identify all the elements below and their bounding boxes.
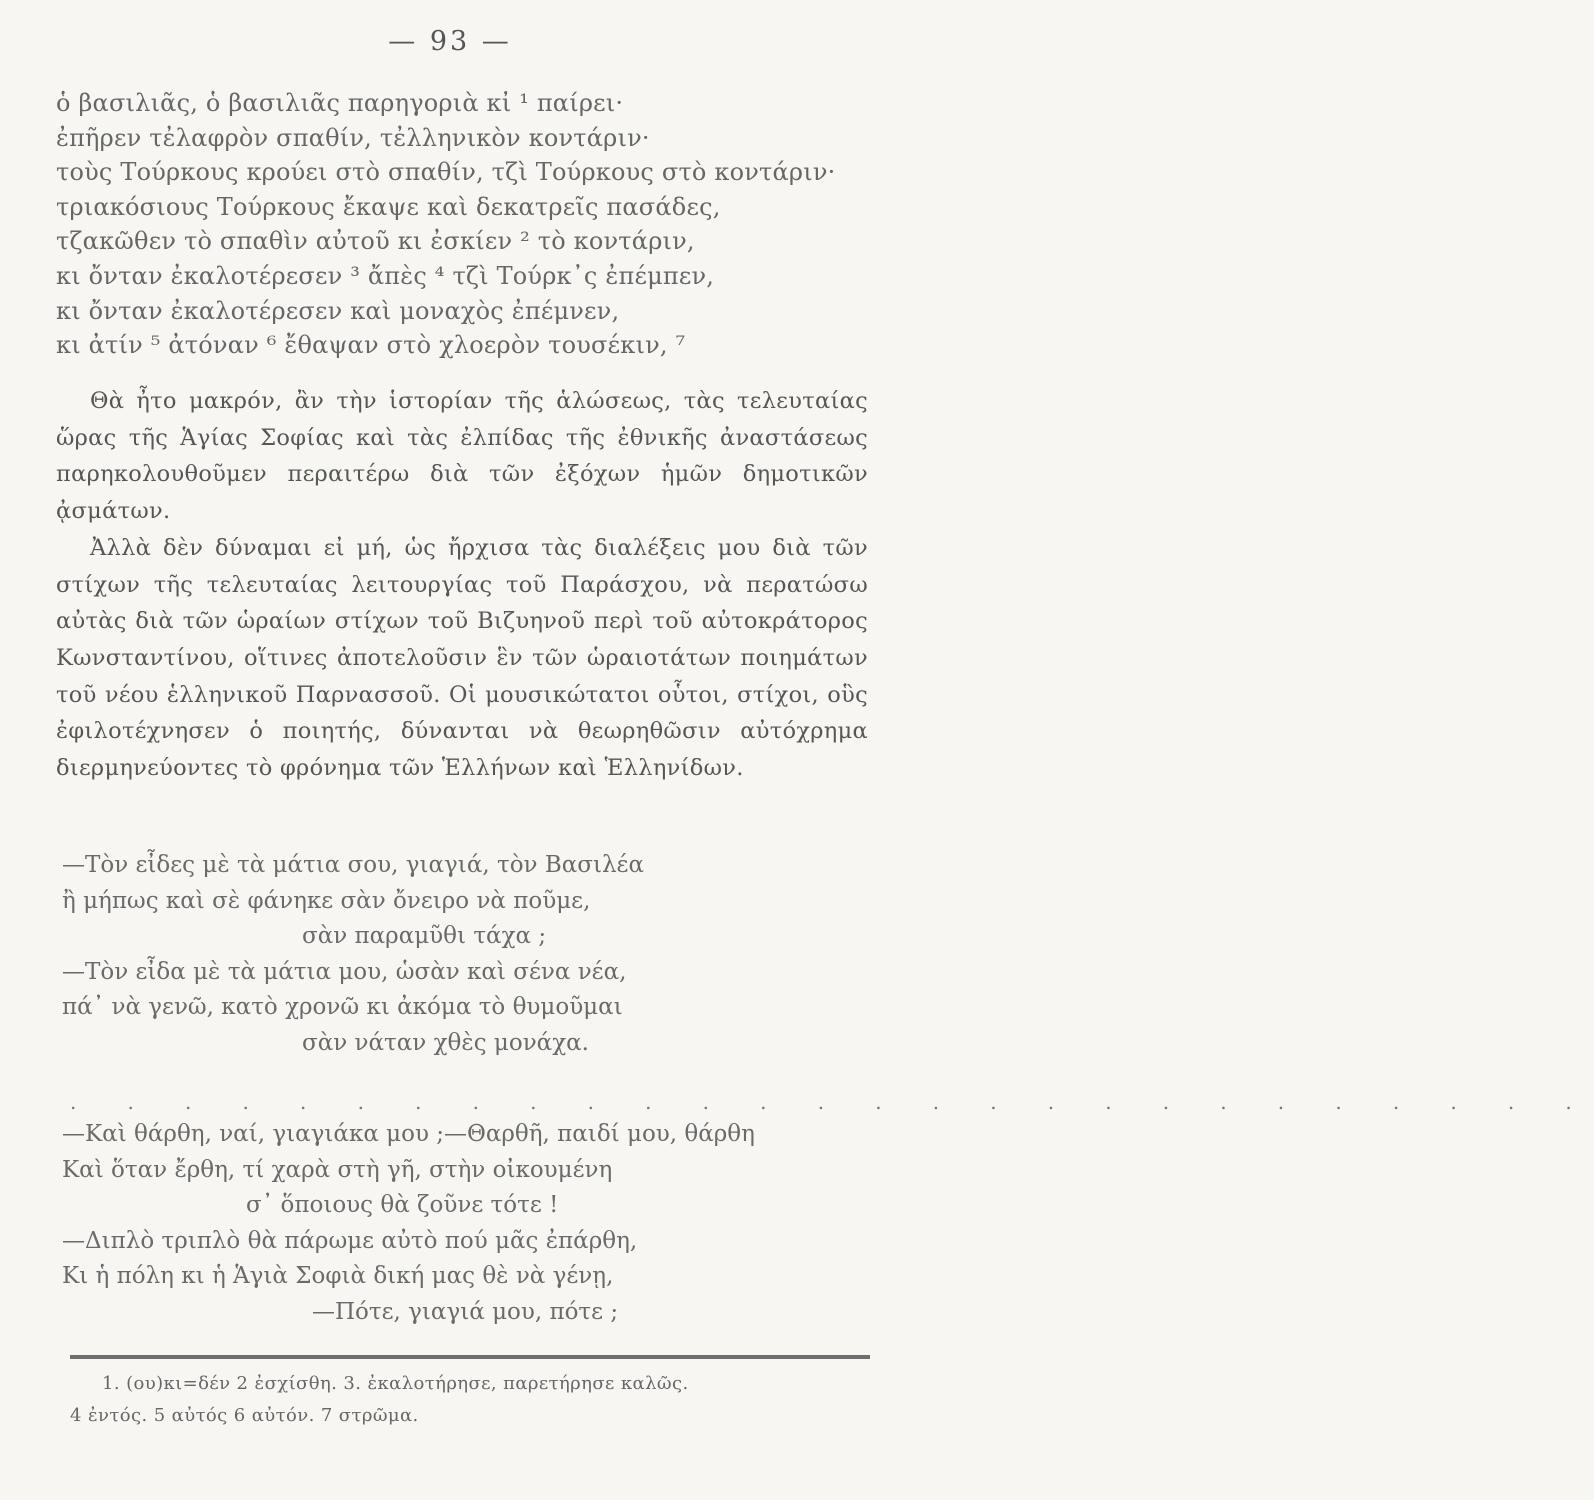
poem-line: —Διπλὸ τριπλὸ θὰ πάρωμε αὐτὸ πού μᾶς ἐπάρθη, bbox=[62, 1227, 638, 1254]
footnote-line: 4 ἐντός. 5 αὐτός 6 αὐτόν. 7 στρῶμα. bbox=[70, 1405, 419, 1426]
prose-section bbox=[56, 383, 868, 787]
poem-line: πά᾽ νὰ γενῶ, κατὸ χρονῶ κι ἀκόμα τὸ θυμοῦμαι bbox=[62, 994, 623, 1020]
footnote-line: 1. (ου)κι=δέν 2 ἐσχίσθη. 3. ἐκαλοτήρησε, παρετήρησε καλῶς. bbox=[102, 1373, 689, 1394]
verse-line: κι ἀτίν ⁵ ἀτόναν ⁶ ἔθαψαν στὸ χλοερὸν τουσέκιν, ⁷ bbox=[56, 331, 686, 360]
poem-line: σ᾽ ὅποιους θὰ ζοῦνε τότε ! bbox=[246, 1192, 559, 1218]
verse-line: κι ὄνταν ἐκαλοτέρεσεν καὶ μοναχὸς ἐπέμνεν, bbox=[56, 296, 620, 325]
verse-line: ἐπῆρεν τἐλαφρὸν σπαθίν, τἐλληνικὸν κοντάριν· bbox=[56, 123, 650, 152]
verse-line: τριακόσιους Τούρκους ἔκαψε καὶ δεκατρεῖς πασάδες, bbox=[56, 192, 721, 221]
paragraph-vizyinos: Ἀλλὰ δὲν δύναμαι εἰ μή, ὡς ἤρχισα τὰς διαλέξεις μου διὰ τῶν στίχων τῆς τελευταίας λειτουργίας τοῦ Παράσχου, νὰ περατώσω αὐτὰς διὰ τῶν ὡραίων στίχων τοῦ Βιζυηνοῦ περὶ τοῦ αὐτοκράτορος Κωνσταντίνου, οἵτινες ἀποτελοῦσιν ἓν τῶν ὡραιοτάτων ποιημάτων τοῦ νέου ἑλληνικοῦ Παρνασσοῦ. Οἱ μουσικώτατοι οὗτοι, στίχοι, οὓς ἐφιλοτέχνησεν ὁ ποιητής, δύνανται νὰ θεωρηθῶσιν αὐτόχρημα διερμηνεύοντες τὸ φρόνημα τῶν Ἑλλήνων καὶ Ἑλληνίδων. bbox=[56, 534, 868, 782]
verse-line: κι ὄνταν ἐκαλοτέρεσεν ³ ἄπὲς ⁴ τζὶ Τούρκ᾽ς ἐπέμπεν, bbox=[56, 261, 715, 290]
folk-song-stanza bbox=[56, 86, 936, 363]
footnote-divider bbox=[70, 1355, 870, 1359]
ellipsis-dots: . . . . . . . . . . . . . . . . . . . . . . . . . . . bbox=[70, 1090, 1594, 1114]
poem-line: ἢ μήπως καὶ σὲ φάνηκε σὰν ὄνειρο νὰ ποῦμε, bbox=[62, 887, 591, 914]
poem-line: Κι ἡ πόλη κι ἡ Ἁγιὰ Σοφιὰ δική μας θὲ νὰ γένῃ, bbox=[62, 1263, 614, 1289]
verse-line: τοὺς Τούρκους κρούει στὸ σπαθίν, τζὶ Τούρκους στὸ κοντάριν· bbox=[56, 158, 836, 187]
page-number: — 93 — bbox=[388, 26, 512, 57]
poem-line: —Καὶ θάρθη, ναί, γιαγιάκα μου ;—Θαρθῆ, παιδί μου, θάρθη bbox=[62, 1121, 755, 1147]
poem-line: —Τὸν εἶδα μὲ τὰ μάτια μου, ὡσὰν καὶ σένα νέα, bbox=[62, 958, 627, 985]
poem-stanza-first bbox=[62, 848, 882, 1061]
poem-stanza-second bbox=[62, 1117, 882, 1330]
verse-line: τζακῶθεν τὸ σπαθὶν αὐτοῦ κι ἐσκίεν ² τὸ κοντάριν, bbox=[56, 227, 695, 256]
footnotes bbox=[70, 1368, 882, 1432]
poem-line: σὰν παραμῦθι τάχα ; bbox=[302, 923, 547, 949]
poem-line: —Πότε, γιαγιά μου, πότε ; bbox=[312, 1298, 619, 1325]
poem-line: —Τὸν εἶδες μὲ τὰ μάτια σου, γιαγιά, τὸν Βασιλέα bbox=[62, 852, 645, 878]
paragraph-history: Θὰ ἦτο μακρόν, ἂν τὴν ἱστορίαν τῆς ἁλώσεως, τὰς τελευταίας ὥρας τῆς Ἁγίας Σοφίας καὶ τὰς ἐλπίδας τῆς ἐθνικῆς ἀναστάσεως παρηκολουθοῦμεν περαιτέρω διὰ τῶν ἐξόχων ἡμῶν δημοτικῶν ᾀσμάτων. bbox=[56, 388, 868, 525]
poem-line: σὰν νάταν χθὲς μονάχα. bbox=[302, 1029, 589, 1056]
verse-line: ὁ βασιλιᾶς, ὁ βασιλιᾶς παρηγοριὰ κἰ ¹ παίρει· bbox=[56, 89, 624, 117]
poem-line: Καὶ ὅταν ἔρθη, τί χαρὰ στὴ γῆ, στὴν οἰκουμένη bbox=[62, 1156, 613, 1183]
